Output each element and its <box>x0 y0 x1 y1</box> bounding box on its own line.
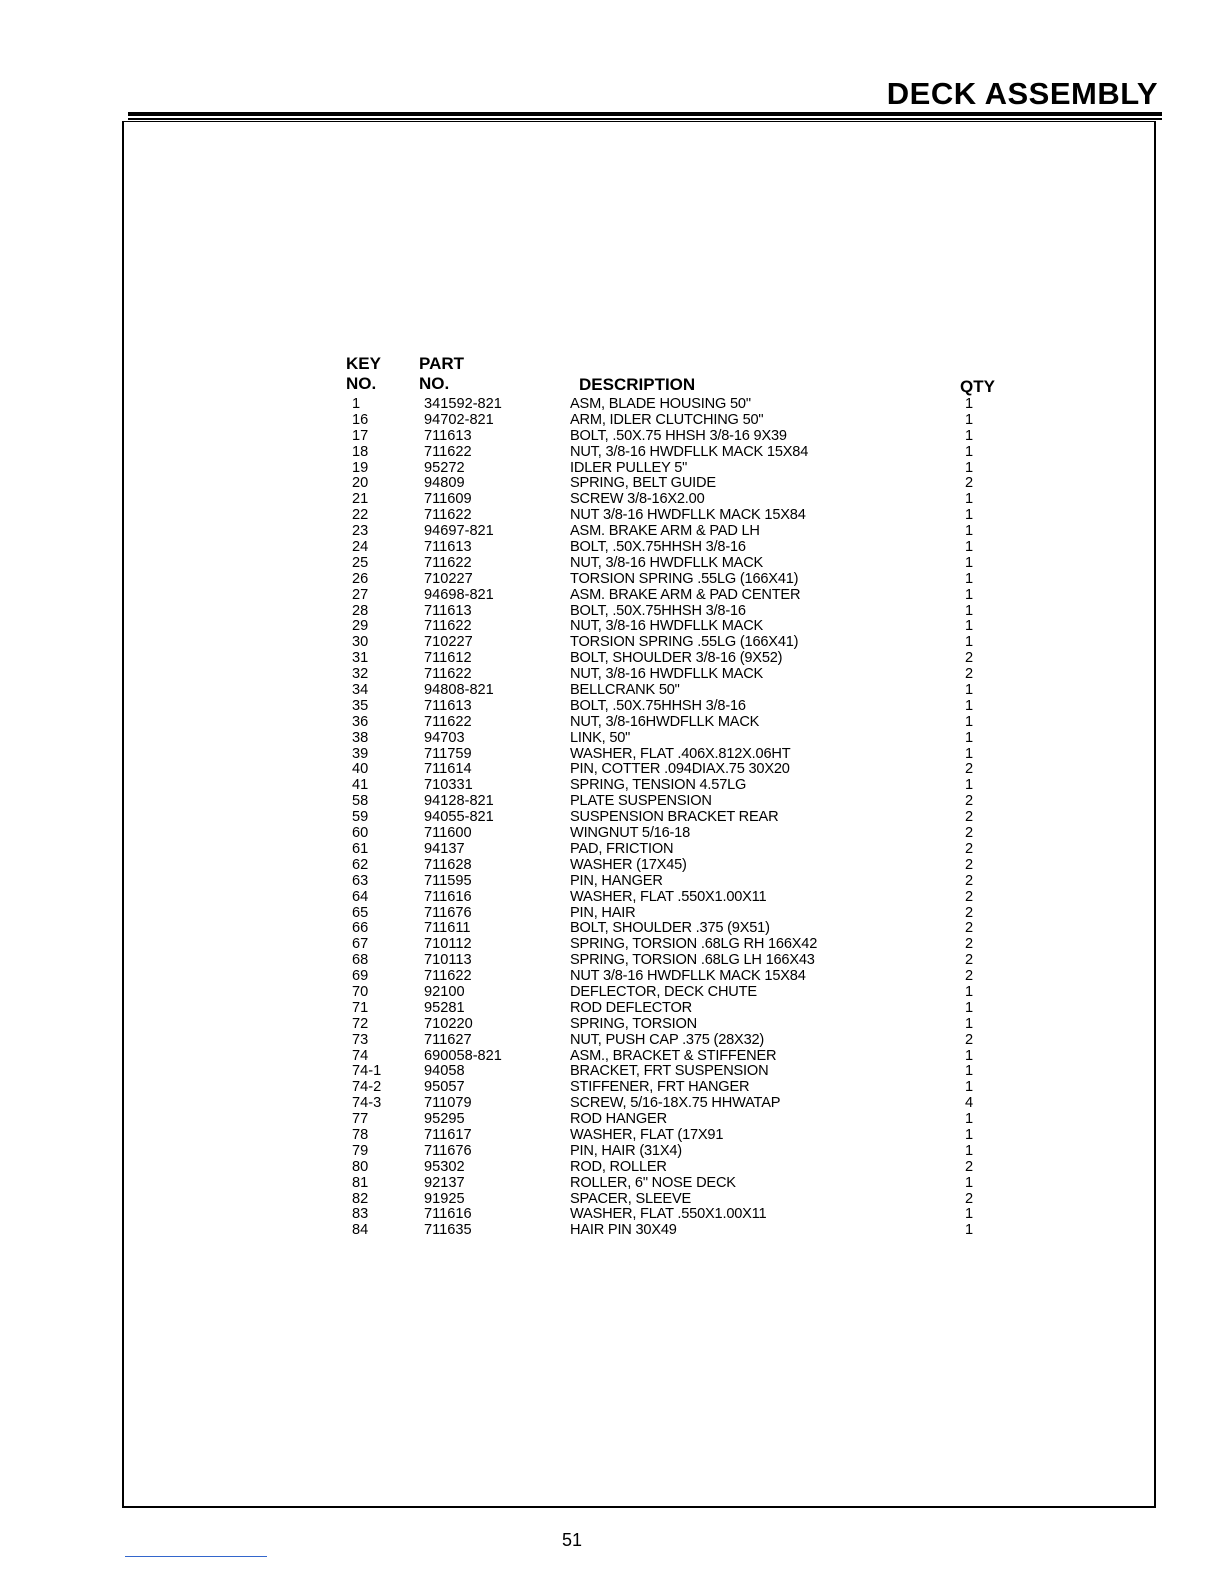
part-number-cell: 711627 <box>424 1031 472 1048</box>
description-cell: ROLLER, 6" NOSE DECK <box>570 1174 736 1191</box>
qty-cell: 2 <box>965 856 974 873</box>
qty-cell: 1 <box>965 570 974 587</box>
qty-cell: 2 <box>965 1190 974 1207</box>
key-header-line2: NO. <box>346 374 377 393</box>
table-row <box>0 906 1224 922</box>
part-number-cell: 94809 <box>424 475 465 492</box>
part-number-cell: 711595 <box>424 872 472 889</box>
table-row <box>0 524 1224 540</box>
description-cell: ROD DEFLECTOR <box>570 999 693 1016</box>
part-number-cell: 94698-821 <box>424 586 494 603</box>
key-cell: 1 <box>352 396 361 412</box>
part-number-cell: 710227 <box>424 634 473 651</box>
description-cell: NUT, 3/8-16 HWDFLLK MACK 15X84 <box>570 443 809 460</box>
key-cell: 16 <box>352 411 369 428</box>
description-cell: SUSPENSION BRACKET REAR <box>570 809 779 826</box>
table-row <box>0 572 1224 588</box>
description-cell: ARM, IDLER CLUTCHING 50" <box>570 411 764 428</box>
table-row <box>0 476 1224 492</box>
key-cell: 19 <box>352 459 369 476</box>
description-cell: WASHER, FLAT (17X91 <box>570 1126 724 1143</box>
qty-cell: 1 <box>965 713 974 730</box>
part-number-cell: 711614 <box>424 761 472 778</box>
qty-cell: 1 <box>965 1047 974 1064</box>
qty-cell: 1 <box>965 523 974 540</box>
key-cell: 28 <box>352 602 369 619</box>
description-cell: WINGNUT 5/16-18 <box>570 825 690 842</box>
description-cell: NUT, 3/8-16 HWDFLLK MACK <box>570 554 764 571</box>
table-row <box>0 461 1224 477</box>
table-row <box>0 874 1224 890</box>
qty-cell: 1 <box>965 983 974 1000</box>
table-row <box>0 731 1224 747</box>
qty-cell: 2 <box>965 920 974 937</box>
part-number-cell: 94702-821 <box>424 411 494 428</box>
part-number-cell: 711622 <box>424 713 472 730</box>
key-cell: 24 <box>352 539 369 556</box>
key-cell: 29 <box>352 618 369 635</box>
part-number-cell: 711616 <box>424 888 472 905</box>
description-cell: TORSION SPRING .55LG (166X41) <box>570 634 799 651</box>
part-number-cell: 711613 <box>424 427 472 444</box>
qty-cell: 1 <box>965 427 974 444</box>
description-cell: NUT, 3/8-16HWDFLLK MACK <box>570 713 760 730</box>
key-cell: 73 <box>352 1031 369 1048</box>
key-cell: 20 <box>352 475 369 492</box>
table-row <box>0 683 1224 699</box>
key-cell: 32 <box>352 666 369 683</box>
key-cell: 18 <box>352 443 369 460</box>
qty-cell: 1 <box>965 618 974 635</box>
part-number-cell: 711617 <box>424 1126 472 1143</box>
key-header-line1: KEY <box>346 354 381 373</box>
description-cell: NUT 3/8-16 HWDFLLK MACK 15X84 <box>570 507 806 524</box>
description-cell: ROD HANGER <box>570 1111 667 1128</box>
part-no-header <box>419 354 464 394</box>
part-number-cell: 94128-821 <box>424 793 494 810</box>
table-row <box>0 619 1224 635</box>
description-cell: PIN, HAIR <box>570 904 636 921</box>
key-cell: 69 <box>352 968 369 985</box>
key-cell: 62 <box>352 856 369 873</box>
key-cell: 21 <box>352 491 369 508</box>
qty-cell: 2 <box>965 872 974 889</box>
description-cell: SCREW 3/8-16X2.00 <box>570 491 705 508</box>
parts-list <box>0 397 1224 1239</box>
table-row <box>0 1096 1224 1112</box>
part-number-cell: 341592-821 <box>424 396 502 412</box>
part-number-cell: 711622 <box>424 666 472 683</box>
description-cell: ASM., BRACKET & STIFFENER <box>570 1047 777 1064</box>
part-number-cell: 91925 <box>424 1190 465 1207</box>
part-number-cell: 95272 <box>424 459 465 476</box>
description-cell: HAIR PIN 30X49 <box>570 1222 677 1239</box>
table-row <box>0 667 1224 683</box>
table-row <box>0 1207 1224 1223</box>
key-cell: 31 <box>352 650 369 667</box>
description-cell: NUT, 3/8-16 HWDFLLK MACK <box>570 618 764 635</box>
part-number-cell: 92100 <box>424 983 465 1000</box>
key-cell: 25 <box>352 554 369 571</box>
part-number-cell: 711079 <box>424 1095 472 1112</box>
part-number-cell: 711622 <box>424 443 472 460</box>
description-cell: BOLT, .50X.75HHSH 3/8-16 <box>570 602 746 619</box>
qty-cell: 1 <box>965 443 974 460</box>
qty-cell: 1 <box>965 459 974 476</box>
part-number-cell: 710220 <box>424 1015 473 1032</box>
description-cell: STIFFENER, FRT HANGER <box>570 1079 750 1096</box>
qty-cell: 2 <box>965 952 974 969</box>
key-cell: 60 <box>352 825 369 842</box>
description-cell: PIN, HAIR (31X4) <box>570 1142 682 1159</box>
key-cell: 67 <box>352 936 369 953</box>
table-row <box>0 1080 1224 1096</box>
table-row <box>0 794 1224 810</box>
description-header: DESCRIPTION <box>579 375 696 394</box>
part-number-cell: 711613 <box>424 697 472 714</box>
qty-cell: 1 <box>965 411 974 428</box>
description-cell: IDLER PULLEY 5" <box>570 459 688 476</box>
description-cell: TORSION SPRING .55LG (166X41) <box>570 570 799 587</box>
qty-cell: 1 <box>965 602 974 619</box>
key-cell: 80 <box>352 1158 369 1175</box>
table-row <box>0 937 1224 953</box>
table-row <box>0 890 1224 906</box>
qty-cell: 1 <box>965 1174 974 1191</box>
qty-cell: 1 <box>965 1015 974 1032</box>
part-number-cell: 94808-821 <box>424 682 494 699</box>
qty-cell: 2 <box>965 888 974 905</box>
description-cell: BRACKET, FRT SUSPENSION <box>570 1063 769 1080</box>
key-cell: 74-2 <box>352 1079 382 1096</box>
qty-cell: 4 <box>965 1095 974 1112</box>
key-cell: 64 <box>352 888 369 905</box>
part-number-cell: 711622 <box>424 968 472 985</box>
part-number-cell: 710227 <box>424 570 473 587</box>
key-cell: 81 <box>352 1174 369 1191</box>
description-cell: ASM. BRAKE ARM & PAD CENTER <box>570 586 801 603</box>
qty-cell: 1 <box>965 1111 974 1128</box>
key-cell: 22 <box>352 507 369 524</box>
description-cell: SPRING, TENSION 4.57LG <box>570 777 747 794</box>
description-cell: NUT, PUSH CAP .375 (28X32) <box>570 1031 765 1048</box>
part-number-cell: 711628 <box>424 856 472 873</box>
key-cell: 26 <box>352 570 369 587</box>
qty-cell: 1 <box>965 1206 974 1223</box>
qty-cell: 1 <box>965 1142 974 1159</box>
table-row <box>0 1064 1224 1080</box>
key-cell: 77 <box>352 1111 369 1128</box>
part-number-cell: 690058-821 <box>424 1047 502 1064</box>
part-number-cell: 95057 <box>424 1079 465 1096</box>
qty-cell: 1 <box>965 697 974 714</box>
table-row <box>0 810 1224 826</box>
key-cell: 34 <box>352 682 369 699</box>
qty-cell: 2 <box>965 761 974 778</box>
part-number-cell: 710113 <box>424 952 472 969</box>
table-row <box>0 604 1224 620</box>
qty-cell: 1 <box>965 539 974 556</box>
part-header-line1: PART <box>419 354 465 373</box>
key-cell: 71 <box>352 999 369 1016</box>
part-number-cell: 95295 <box>424 1111 465 1128</box>
table-row <box>0 1160 1224 1176</box>
key-cell: 38 <box>352 729 369 746</box>
table-row <box>0 747 1224 763</box>
table-row <box>0 588 1224 604</box>
table-row <box>0 699 1224 715</box>
key-cell: 36 <box>352 713 369 730</box>
table-row <box>0 1144 1224 1160</box>
qty-cell: 1 <box>965 682 974 699</box>
description-cell: SPRING, TORSION .68LG RH 166X42 <box>570 936 818 953</box>
part-number-cell: 95302 <box>424 1158 465 1175</box>
description-cell: WASHER, FLAT .406X.812X.06HT <box>570 745 791 762</box>
part-number-cell: 711612 <box>424 650 472 667</box>
key-cell: 78 <box>352 1126 369 1143</box>
qty-cell: 2 <box>965 968 974 985</box>
key-cell: 17 <box>352 427 369 444</box>
table-row <box>0 1192 1224 1208</box>
qty-cell: 1 <box>965 729 974 746</box>
description-cell: SPACER, SLEEVE <box>570 1190 692 1207</box>
qty-cell: 2 <box>965 666 974 683</box>
page-number: 51 <box>562 1530 583 1550</box>
qty-cell: 2 <box>965 650 974 667</box>
description-cell: WASHER (17X45) <box>570 856 687 873</box>
description-cell: SCREW, 5/16-18X.75 HHWATAP <box>570 1095 781 1112</box>
description-cell: BOLT, .50X.75HHSH 3/8-16 <box>570 697 746 714</box>
part-number-cell: 711609 <box>424 491 472 508</box>
key-cell: 70 <box>352 983 369 1000</box>
table-row <box>0 715 1224 731</box>
qty-cell: 2 <box>965 825 974 842</box>
key-cell: 63 <box>352 872 369 889</box>
description-cell: BELLCRANK 50" <box>570 682 680 699</box>
key-cell: 61 <box>352 840 369 857</box>
part-number-cell: 711676 <box>424 904 472 921</box>
part-number-cell: 711622 <box>424 554 472 571</box>
title-rule-thin <box>128 118 1162 120</box>
key-cell: 74-3 <box>352 1095 382 1112</box>
part-number-cell: 710112 <box>424 936 472 953</box>
key-cell: 27 <box>352 586 369 603</box>
key-cell: 30 <box>352 634 369 651</box>
part-header-line2: NO. <box>419 374 450 393</box>
table-row <box>0 1112 1224 1128</box>
part-number-cell: 711622 <box>424 618 472 635</box>
table-row <box>0 985 1224 1001</box>
description-cell: WASHER, FLAT .550X1.00X11 <box>570 1206 767 1223</box>
part-number-cell: 711613 <box>424 539 472 556</box>
key-no-header <box>346 354 381 394</box>
key-cell: 68 <box>352 952 369 969</box>
part-number-cell: 95281 <box>424 999 465 1016</box>
table-row <box>0 762 1224 778</box>
qty-cell: 1 <box>965 396 974 412</box>
table-row <box>0 556 1224 572</box>
qty-cell: 1 <box>965 1063 974 1080</box>
description-cell: PIN, HANGER <box>570 872 663 889</box>
part-number-cell: 94055-821 <box>424 809 494 826</box>
qty-cell: 2 <box>965 1158 974 1175</box>
key-cell: 23 <box>352 523 369 540</box>
table-row <box>0 1001 1224 1017</box>
part-number-cell: 711611 <box>424 920 471 937</box>
table-row <box>0 1176 1224 1192</box>
qty-cell: 1 <box>965 1126 974 1143</box>
part-number-cell: 711676 <box>424 1142 472 1159</box>
qty-cell: 1 <box>965 507 974 524</box>
part-number-cell: 94697-821 <box>424 523 494 540</box>
part-number-cell: 711600 <box>424 825 472 842</box>
table-row <box>0 492 1224 508</box>
page-title: DECK ASSEMBLY <box>886 76 1158 111</box>
table-row <box>0 969 1224 985</box>
table-row <box>0 540 1224 556</box>
description-cell: PLATE SUSPENSION <box>570 793 712 810</box>
key-cell: 74-1 <box>352 1063 382 1080</box>
qty-cell: 1 <box>965 745 974 762</box>
part-number-cell: 711635 <box>424 1222 472 1239</box>
key-cell: 79 <box>352 1142 369 1159</box>
qty-cell: 2 <box>965 809 974 826</box>
table-row <box>0 413 1224 429</box>
qty-cell: 1 <box>965 777 974 794</box>
table-row <box>0 842 1224 858</box>
qty-cell: 1 <box>965 1222 974 1239</box>
qty-cell: 2 <box>965 475 974 492</box>
key-cell: 82 <box>352 1190 369 1207</box>
table-row <box>0 1033 1224 1049</box>
qty-cell: 1 <box>965 634 974 651</box>
qty-header: QTY <box>960 377 995 396</box>
description-cell: SPRING, BELT GUIDE <box>570 475 716 492</box>
description-cell: ASM, BLADE HOUSING 50" <box>570 396 751 412</box>
qty-cell: 2 <box>965 793 974 810</box>
table-row <box>0 1128 1224 1144</box>
description-cell: BOLT, SHOULDER .375 (9X51) <box>570 920 770 937</box>
qty-cell: 2 <box>965 904 974 921</box>
key-cell: 39 <box>352 745 369 762</box>
table-row <box>0 429 1224 445</box>
qty-cell: 1 <box>965 554 974 571</box>
table-row <box>0 651 1224 667</box>
description-cell: DEFLECTOR, DECK CHUTE <box>570 983 757 1000</box>
part-number-cell: 94703 <box>424 729 465 746</box>
qty-cell: 1 <box>965 999 974 1016</box>
key-cell: 74 <box>352 1047 369 1064</box>
title-rule-thick <box>128 112 1162 116</box>
description-cell: ASM. BRAKE ARM & PAD LH <box>570 523 760 540</box>
part-number-cell: 710331 <box>424 777 473 794</box>
key-cell: 41 <box>352 777 369 794</box>
table-row <box>0 445 1224 461</box>
key-cell: 65 <box>352 904 369 921</box>
part-number-cell: 711759 <box>424 745 472 762</box>
qty-cell: 2 <box>965 1031 974 1048</box>
description-cell: LINK, 50" <box>570 729 631 746</box>
description-cell: BOLT, SHOULDER 3/8-16 (9X52) <box>570 650 783 667</box>
table-row <box>0 508 1224 524</box>
key-cell: 59 <box>352 809 369 826</box>
key-cell: 84 <box>352 1222 369 1239</box>
key-cell: 72 <box>352 1015 369 1032</box>
table-row <box>0 826 1224 842</box>
qty-cell: 1 <box>965 491 974 508</box>
part-number-cell: 711622 <box>424 507 472 524</box>
description-cell: ROD, ROLLER <box>570 1158 667 1175</box>
part-number-cell: 94137 <box>424 840 465 857</box>
description-cell: PAD, FRICTION <box>570 840 674 857</box>
description-cell: BOLT, .50X.75HHSH 3/8-16 <box>570 539 746 556</box>
key-cell: 58 <box>352 793 369 810</box>
table-row <box>0 1223 1224 1239</box>
table-row <box>0 778 1224 794</box>
description-cell: NUT 3/8-16 HWDFLLK MACK 15X84 <box>570 968 806 985</box>
table-row <box>0 858 1224 874</box>
part-number-cell: 711613 <box>424 602 472 619</box>
description-cell: NUT, 3/8-16 HWDFLLK MACK <box>570 666 764 683</box>
key-cell: 40 <box>352 761 369 778</box>
description-cell: WASHER, FLAT .550X1.00X11 <box>570 888 767 905</box>
part-number-cell: 711616 <box>424 1206 472 1223</box>
table-row <box>0 1049 1224 1065</box>
table-row <box>0 921 1224 937</box>
key-cell: 35 <box>352 697 369 714</box>
qty-cell: 2 <box>965 840 974 857</box>
part-number-cell: 92137 <box>424 1174 465 1191</box>
description-cell: SPRING, TORSION <box>570 1015 698 1032</box>
qty-cell: 1 <box>965 586 974 603</box>
description-cell: BOLT, .50X.75 HHSH 3/8-16 9X39 <box>570 427 787 444</box>
description-cell: PIN, COTTER .094DIAX.75 30X20 <box>570 761 790 778</box>
key-cell: 83 <box>352 1206 369 1223</box>
table-row <box>0 1017 1224 1033</box>
table-row <box>0 953 1224 969</box>
key-cell: 66 <box>352 920 369 937</box>
footer-line <box>125 1556 267 1557</box>
description-cell: SPRING, TORSION .68LG LH 166X43 <box>570 952 815 969</box>
table-row <box>0 397 1224 413</box>
qty-cell: 1 <box>965 1079 974 1096</box>
qty-cell: 2 <box>965 936 974 953</box>
part-number-cell: 94058 <box>424 1063 465 1080</box>
table-row <box>0 635 1224 651</box>
